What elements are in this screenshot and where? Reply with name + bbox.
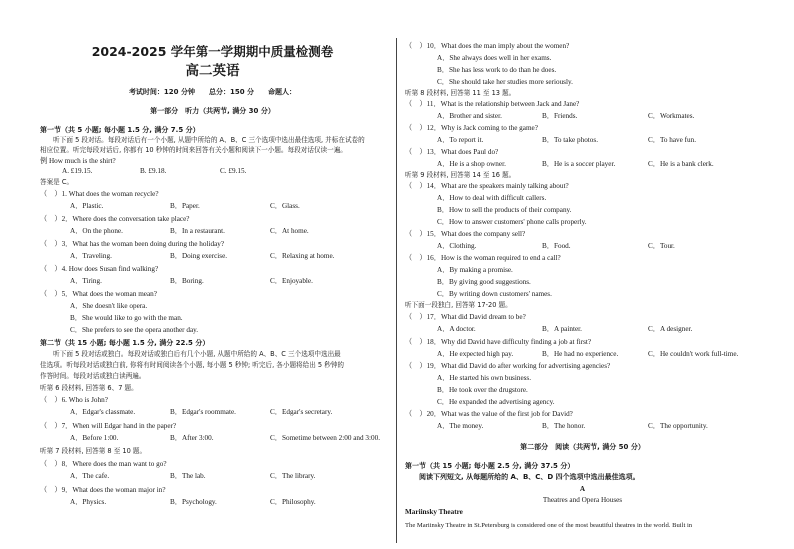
- q19-option-b: B．He took over the drugstore.: [437, 386, 528, 394]
- exam-title: 2024-2025 学年第一学期期中质量检测卷: [91, 44, 334, 59]
- part1-title: 第一部分 听力（共两节, 满分 30 分）: [150, 107, 275, 115]
- q20-option-a: A．The money.: [437, 422, 484, 430]
- question-10: （ ）10．What does the man imply about the women?: [405, 42, 570, 50]
- q5-option-b: B．She would like to go with the man.: [70, 314, 183, 322]
- question-14: （ ）14．What are the speakers mainly talking about?: [405, 182, 569, 190]
- column-divider: [396, 38, 397, 543]
- q16-option-b: B．By giving good suggestions.: [437, 278, 531, 286]
- q7-option-c: C．Sometime between 2:00 and 3:00.: [270, 434, 380, 442]
- q8-option-a: A．The cafe.: [70, 472, 110, 480]
- q17-option-b: B．A painter.: [542, 325, 582, 333]
- question-12: （ ）12．Why is Jack coming to the game?: [405, 124, 538, 132]
- text-10-header: 听下面一段独白, 回答第 17-20 题。: [405, 301, 512, 309]
- text-9-header: 听第 9 段材料, 回答第 14 至 16 题。: [405, 171, 516, 179]
- q18-option-b: B．He had no experience.: [542, 350, 619, 358]
- q12-option-c: C．To have fun.: [648, 136, 697, 144]
- q13-option-c: C．He is a bank clerk.: [648, 160, 714, 168]
- q16-option-c: C．By writing down customers' names.: [437, 290, 552, 298]
- passage-letter: A: [579, 485, 586, 493]
- section2-instruction: 佳选项。听每段对话或独白前, 你将有时间阅读各个小题, 每小题 5 秒钟; 听完后, 各小题将给出 5 秒钟的: [40, 361, 345, 369]
- q10-option-c: C．She should take her studies more seriously.: [437, 78, 573, 86]
- question-11: （ ）11．What is the relationship between Jack and Jane?: [405, 100, 580, 108]
- section1-title: 第一节（共 5 小题; 每小题 1.5 分, 满分 7.5 分）: [40, 126, 200, 134]
- q3-option-a: A．Traveling.: [70, 252, 112, 260]
- q4-option-a: A．Tiring.: [70, 277, 102, 285]
- exam-info: 考试时间：120 分钟 总分：150 分 命题人：: [128, 88, 297, 96]
- q12-option-b: B．To take photos.: [542, 136, 598, 144]
- q15-option-c: C．Tour.: [648, 242, 675, 250]
- section2-instruction: 作答时间。每段对话或独白读两遍。: [40, 372, 146, 380]
- q20-option-c: C．The opportunity.: [648, 422, 708, 430]
- q8-option-b: B．The lab.: [170, 472, 206, 480]
- section1-instruction: 相应位置。听完每段对话后, 你都有 10 秒钟的时间来回答有关小题和阅读下一小题。每段对话仅读一遍。: [40, 146, 347, 154]
- q5-option-c: C．She prefers to see the opera another day.: [70, 326, 199, 334]
- q4-option-c: C．Enjoyable.: [270, 277, 313, 285]
- q4-option-b: B．Boring.: [170, 277, 204, 285]
- q11-option-a: A．Brother and sister.: [437, 112, 502, 120]
- reading-instruction: 阅读下列短文, 从每题所给的 A、B、C、D 四个选项中选出最佳选项。: [405, 473, 640, 481]
- reading-section1-title: 第一节（共 15 小题; 每小题 2.5 分, 满分 37.5 分）: [405, 462, 575, 470]
- right-column: [405, 0, 760, 549]
- question-8: （ ）8．Where does the man want to go?: [40, 460, 167, 468]
- passage-title: Theatres and Opera Houses: [542, 496, 623, 504]
- question-5: （ ）5．What does the woman mean?: [40, 290, 157, 298]
- q1-option-a: A．Plastic.: [70, 202, 104, 210]
- q6-option-a: A．Edgar's classmate.: [70, 408, 136, 416]
- q14-option-a: A．How to deal with difficult callers.: [437, 194, 547, 202]
- q2-option-c: C．At home.: [270, 227, 309, 235]
- question-16: （ ）16．How is the woman required to end a call?: [405, 254, 561, 262]
- question-13: （ ）13．What does Paul do?: [405, 148, 499, 156]
- q14-option-c: C．How to answer customers' phone calls properly.: [437, 218, 587, 226]
- q1-option-c: C．Glass.: [270, 202, 300, 210]
- q9-option-a: A．Physics.: [70, 498, 107, 506]
- passage-text: The Mariinsky Theatre in St.Petersburg is considered one of the most beautiful theatres in the world. Built in: [405, 522, 693, 529]
- question-7: （ ）7．When will Edgar hand in the paper?: [40, 422, 177, 430]
- q13-option-a: A．He is a shop owner.: [437, 160, 506, 168]
- q2-option-b: B．In a restaurant.: [170, 227, 225, 235]
- question-1: （ ）1. What does the woman recycle?: [40, 190, 159, 198]
- section1-instruction: 听下面 5 段对话。每段对话后有一个小题, 从题中所给的 A、B、C 三个选项中选出最佳选项, 并标在试卷的: [40, 136, 365, 144]
- q8-option-c: C．The library.: [270, 472, 316, 480]
- q10-option-b: B．She has less work to do than he does.: [437, 66, 557, 74]
- question-17: （ ）17．What did David dream to be?: [405, 313, 526, 321]
- q12-option-a: A．To report it.: [437, 136, 484, 144]
- left-column: [40, 0, 385, 549]
- passage-heading: Mariinsky Theatre: [405, 508, 463, 516]
- question-4: （ ）4. How does Susan find walking?: [40, 265, 159, 273]
- q10-option-a: A．She always does well in her exams.: [437, 54, 552, 62]
- question-15: （ ）15．What does the company sell?: [405, 230, 526, 238]
- q3-option-c: C．Relaxing at home.: [270, 252, 335, 260]
- q15-option-b: B．Food.: [542, 242, 571, 250]
- text-8-header: 听第 8 段材料, 回答第 11 至 13 题。: [405, 89, 516, 97]
- question-3: （ ）3．What has the woman been doing during the holiday?: [40, 240, 225, 248]
- question-2: （ ）2．Where does the conversation take place?: [40, 215, 190, 223]
- q1-option-b: B．Paper.: [170, 202, 200, 210]
- example-option-b: B. £9.18.: [140, 167, 167, 175]
- q7-option-b: B．After 3:00.: [170, 434, 214, 442]
- q14-option-b: B．How to sell the products of their company.: [437, 206, 572, 214]
- text-7-header: 听第 7 段材料, 回答第 8 至 10 题。: [40, 447, 147, 455]
- example-option-c: C. £9.15.: [220, 167, 247, 175]
- question-18: （ ）18．Why did David have difficulty finding a job at first?: [405, 338, 592, 346]
- q18-option-c: C．He couldn't work full-time.: [648, 350, 739, 358]
- q13-option-b: B．He is a soccer player.: [542, 160, 616, 168]
- q2-option-a: A．On the phone.: [70, 227, 123, 235]
- example-question: 例 How much is the shirt?: [40, 157, 116, 165]
- exam-subject: 高二英语: [185, 63, 240, 79]
- q20-option-b: B．The honor.: [542, 422, 586, 430]
- question-20: （ ）20．What was the value of the first job for David?: [405, 410, 573, 418]
- question-9: （ ）9．What does the woman major in?: [40, 486, 166, 494]
- text-6-header: 听第 6 段材料, 回答第 6、7 题。: [40, 384, 138, 392]
- example-answer: 答案是 C。: [40, 178, 74, 186]
- q6-option-b: B．Edgar's roommate.: [170, 408, 236, 416]
- question-19: （ ）19．What did David do after working for advertising agencies?: [405, 362, 611, 370]
- section2-instruction: 听下面 5 段对话或独白。每段对话或独白后有几个小题, 从题中所给的 A、B、C 三个选项中选出最: [40, 350, 341, 358]
- section2-title: 第二节（共 15 小题; 每小题 1.5 分, 满分 22.5 分）: [40, 339, 210, 347]
- example-option-a: A. £19.15.: [62, 167, 93, 175]
- q9-option-c: C．Philosophy.: [270, 498, 316, 506]
- q17-option-a: A．A doctor.: [437, 325, 476, 333]
- q16-option-a: A．By making a promise.: [437, 266, 513, 274]
- q7-option-a: A．Before 1:00.: [70, 434, 119, 442]
- q18-option-a: A．He expected high pay.: [437, 350, 514, 358]
- part2-title: 第二部分 阅读（共两节, 满分 50 分）: [520, 443, 645, 451]
- question-6: （ ）6. Who is John?: [40, 396, 108, 404]
- q5-option-a: A．She doesn't like opera.: [70, 302, 148, 310]
- q6-option-c: C．Edgar's secretary.: [270, 408, 333, 416]
- q11-option-b: B．Friends.: [542, 112, 578, 120]
- q15-option-a: A．Clothing.: [437, 242, 477, 250]
- q19-option-a: A．He started his own business.: [437, 374, 532, 382]
- q19-option-c: C．He expanded the advertising agency.: [437, 398, 555, 406]
- q17-option-c: C．A designer.: [648, 325, 693, 333]
- q3-option-b: B．Doing exercise.: [170, 252, 228, 260]
- q9-option-b: B．Psychology.: [170, 498, 217, 506]
- q11-option-c: C．Workmates.: [648, 112, 695, 120]
